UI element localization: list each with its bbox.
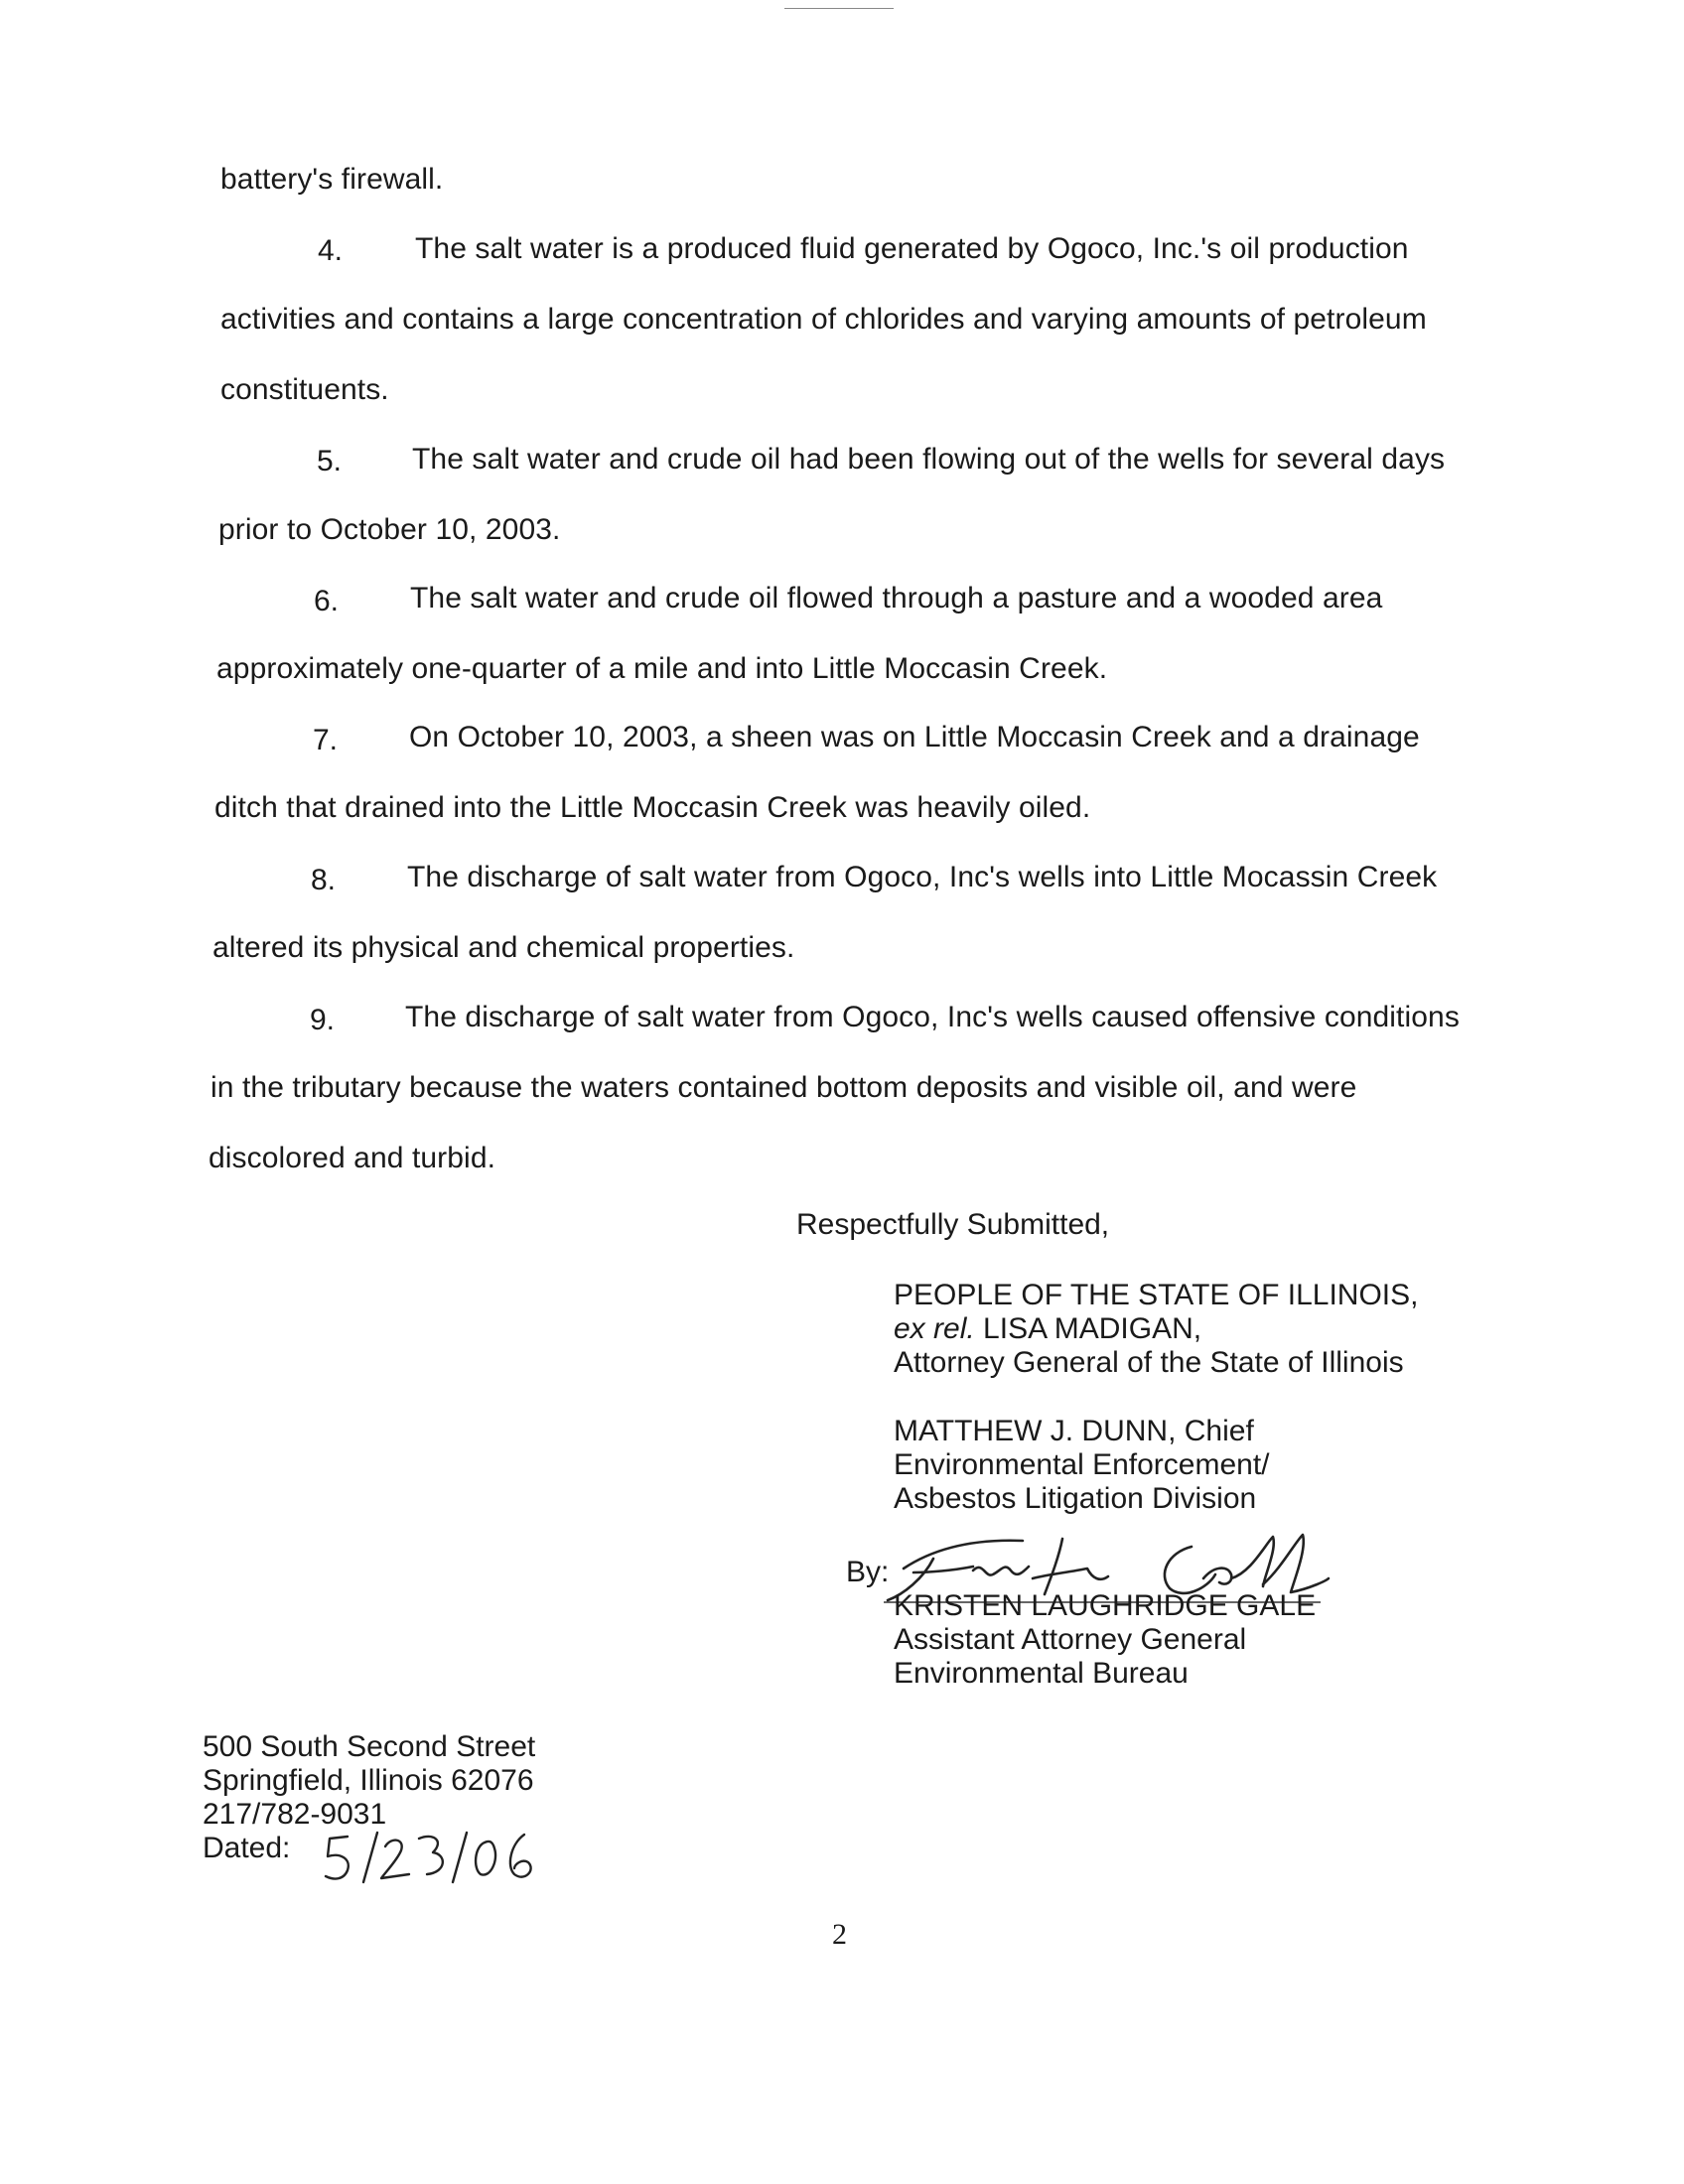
paragraph-8-line-1: The discharge of salt water from Ogoco, Inc's wells into Little Mocassin Creek	[407, 861, 1438, 893]
plaintiff-line-2	[894, 1311, 1201, 1347]
paragraph-4-line-3: constituents.	[220, 373, 389, 406]
division-line-2: Environmental Enforcement/	[894, 1448, 1270, 1481]
plaintiff-line-1: PEOPLE OF THE STATE OF ILLINOIS,	[894, 1279, 1419, 1311]
handwritten-date	[320, 1825, 548, 1894]
paragraph-6-number: 6.	[314, 585, 340, 617]
closing: Respectfully Submitted,	[796, 1208, 1110, 1241]
paragraph-8-number: 8.	[311, 864, 337, 896]
paragraph-4-line-2: activities and contains a large concentration of chlorides and varying amounts of petroleum	[220, 303, 1427, 336]
signatory-title: Assistant Attorney General	[894, 1623, 1247, 1656]
signatory-name: KRISTEN LAUGHRIDGE GALE	[894, 1589, 1317, 1622]
paragraph-5-line-1: The salt water and crude oil had been flowing out of the wells for several days	[412, 443, 1446, 476]
ex-rel: ex rel.	[894, 1312, 975, 1345]
signatory-bureau: Environmental Bureau	[894, 1657, 1189, 1690]
paragraph-5-number: 5.	[317, 445, 343, 478]
paragraph-9-line-2: in the tributary because the waters contained bottom deposits and visible oil, and were	[210, 1071, 1357, 1104]
division-line-1: MATTHEW J. DUNN, Chief	[894, 1415, 1254, 1447]
paragraph-4-line-1: The salt water is a produced fluid generated by Ogoco, Inc.'s oil production	[415, 232, 1409, 265]
paragraph-7-line-1: On October 10, 2003, a sheen was on Little Moccasin Creek and a drainage	[409, 721, 1420, 753]
paragraph-9-line-1: The discharge of salt water from Ogoco, Inc's wells caused offensive conditions	[405, 1001, 1460, 1033]
attorney-general-name: LISA MADIGAN,	[983, 1312, 1202, 1345]
paragraph-8-line-2: altered its physical and chemical properties.	[212, 931, 795, 964]
paragraph-7-number: 7.	[313, 724, 339, 756]
address-phone: 217/782-9031	[203, 1798, 387, 1831]
address-city: Springfield, Illinois 62076	[203, 1764, 534, 1797]
paragraph-6-line-2: approximately one-quarter of a mile and into Little Moccasin Creek.	[216, 652, 1108, 685]
address-street: 500 South Second Street	[203, 1730, 536, 1763]
paragraph-9-number: 9.	[310, 1004, 336, 1036]
paragraph-4-number: 4.	[318, 234, 344, 267]
continuation-line: battery's firewall.	[220, 163, 444, 196]
paragraph-7-line-2: ditch that drained into the Little Moccasin Creek was heavily oiled.	[214, 791, 1091, 824]
dated-label: Dated:	[203, 1832, 291, 1864]
page-number: 2	[832, 1918, 847, 1951]
plaintiff-line-3: Attorney General of the State of Illinois	[894, 1346, 1404, 1379]
scan-mark	[784, 8, 894, 9]
paragraph-5-line-2: prior to October 10, 2003.	[218, 513, 561, 546]
paragraph-6-line-1: The salt water and crude oil flowed through a pasture and a wooded area	[410, 582, 1383, 614]
paragraph-9-line-3: discolored and turbid.	[209, 1142, 496, 1174]
by-label: By:	[846, 1556, 890, 1588]
division-line-3: Asbestos Litigation Division	[894, 1482, 1257, 1515]
